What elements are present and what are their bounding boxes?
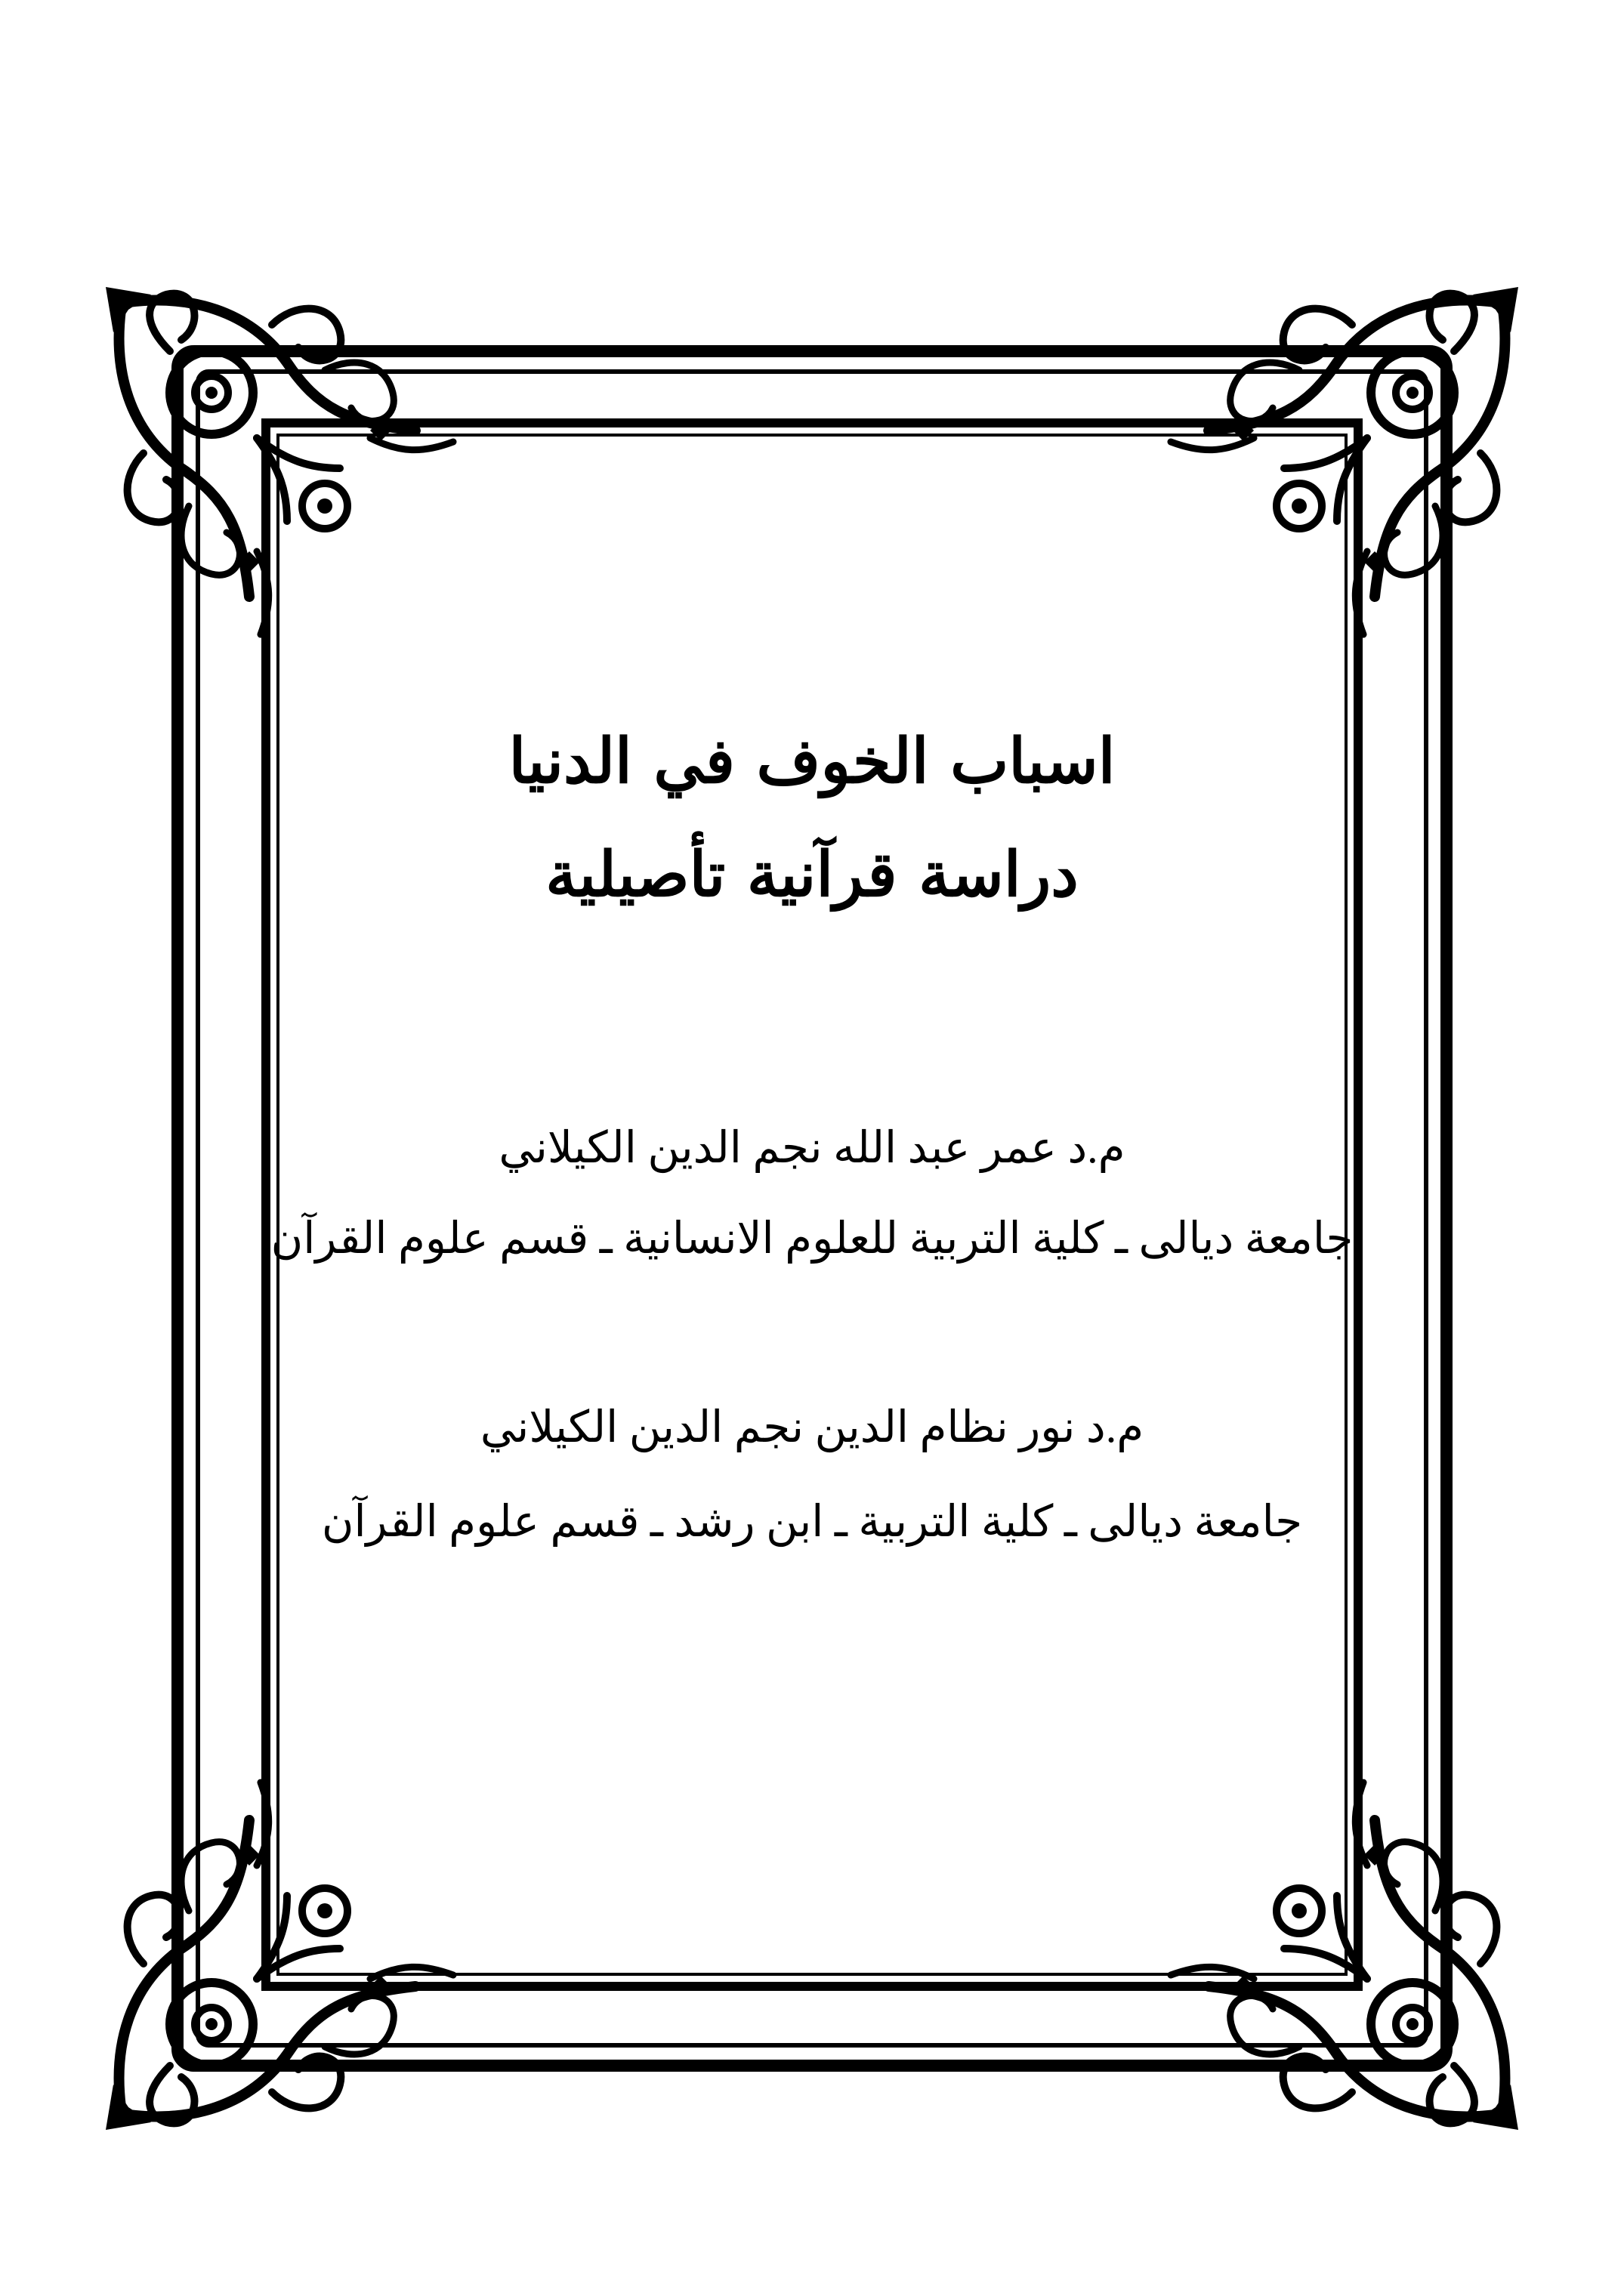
author-1-affiliation: جامعة ديالى ـ كلية التربية للعلوم الانسانية ـ قسم علوم القرآن (270, 1214, 1354, 1263)
title-line-2: دراسة قرآنية تأصيلية (545, 838, 1079, 911)
author-1-name: م.د عمر عبد الله نجم الدين الكيلاني (499, 1123, 1125, 1172)
title-line-1: اسباب الخوف في الدنيا (508, 725, 1116, 798)
author-2-name: م.د نور نظام الدين نجم الدين الكيلاني (480, 1403, 1144, 1452)
author-2-affiliation: جامعة ديالى ـ كلية التربية ـ ابن رشد ـ قسم علوم القرآن (321, 1497, 1303, 1546)
